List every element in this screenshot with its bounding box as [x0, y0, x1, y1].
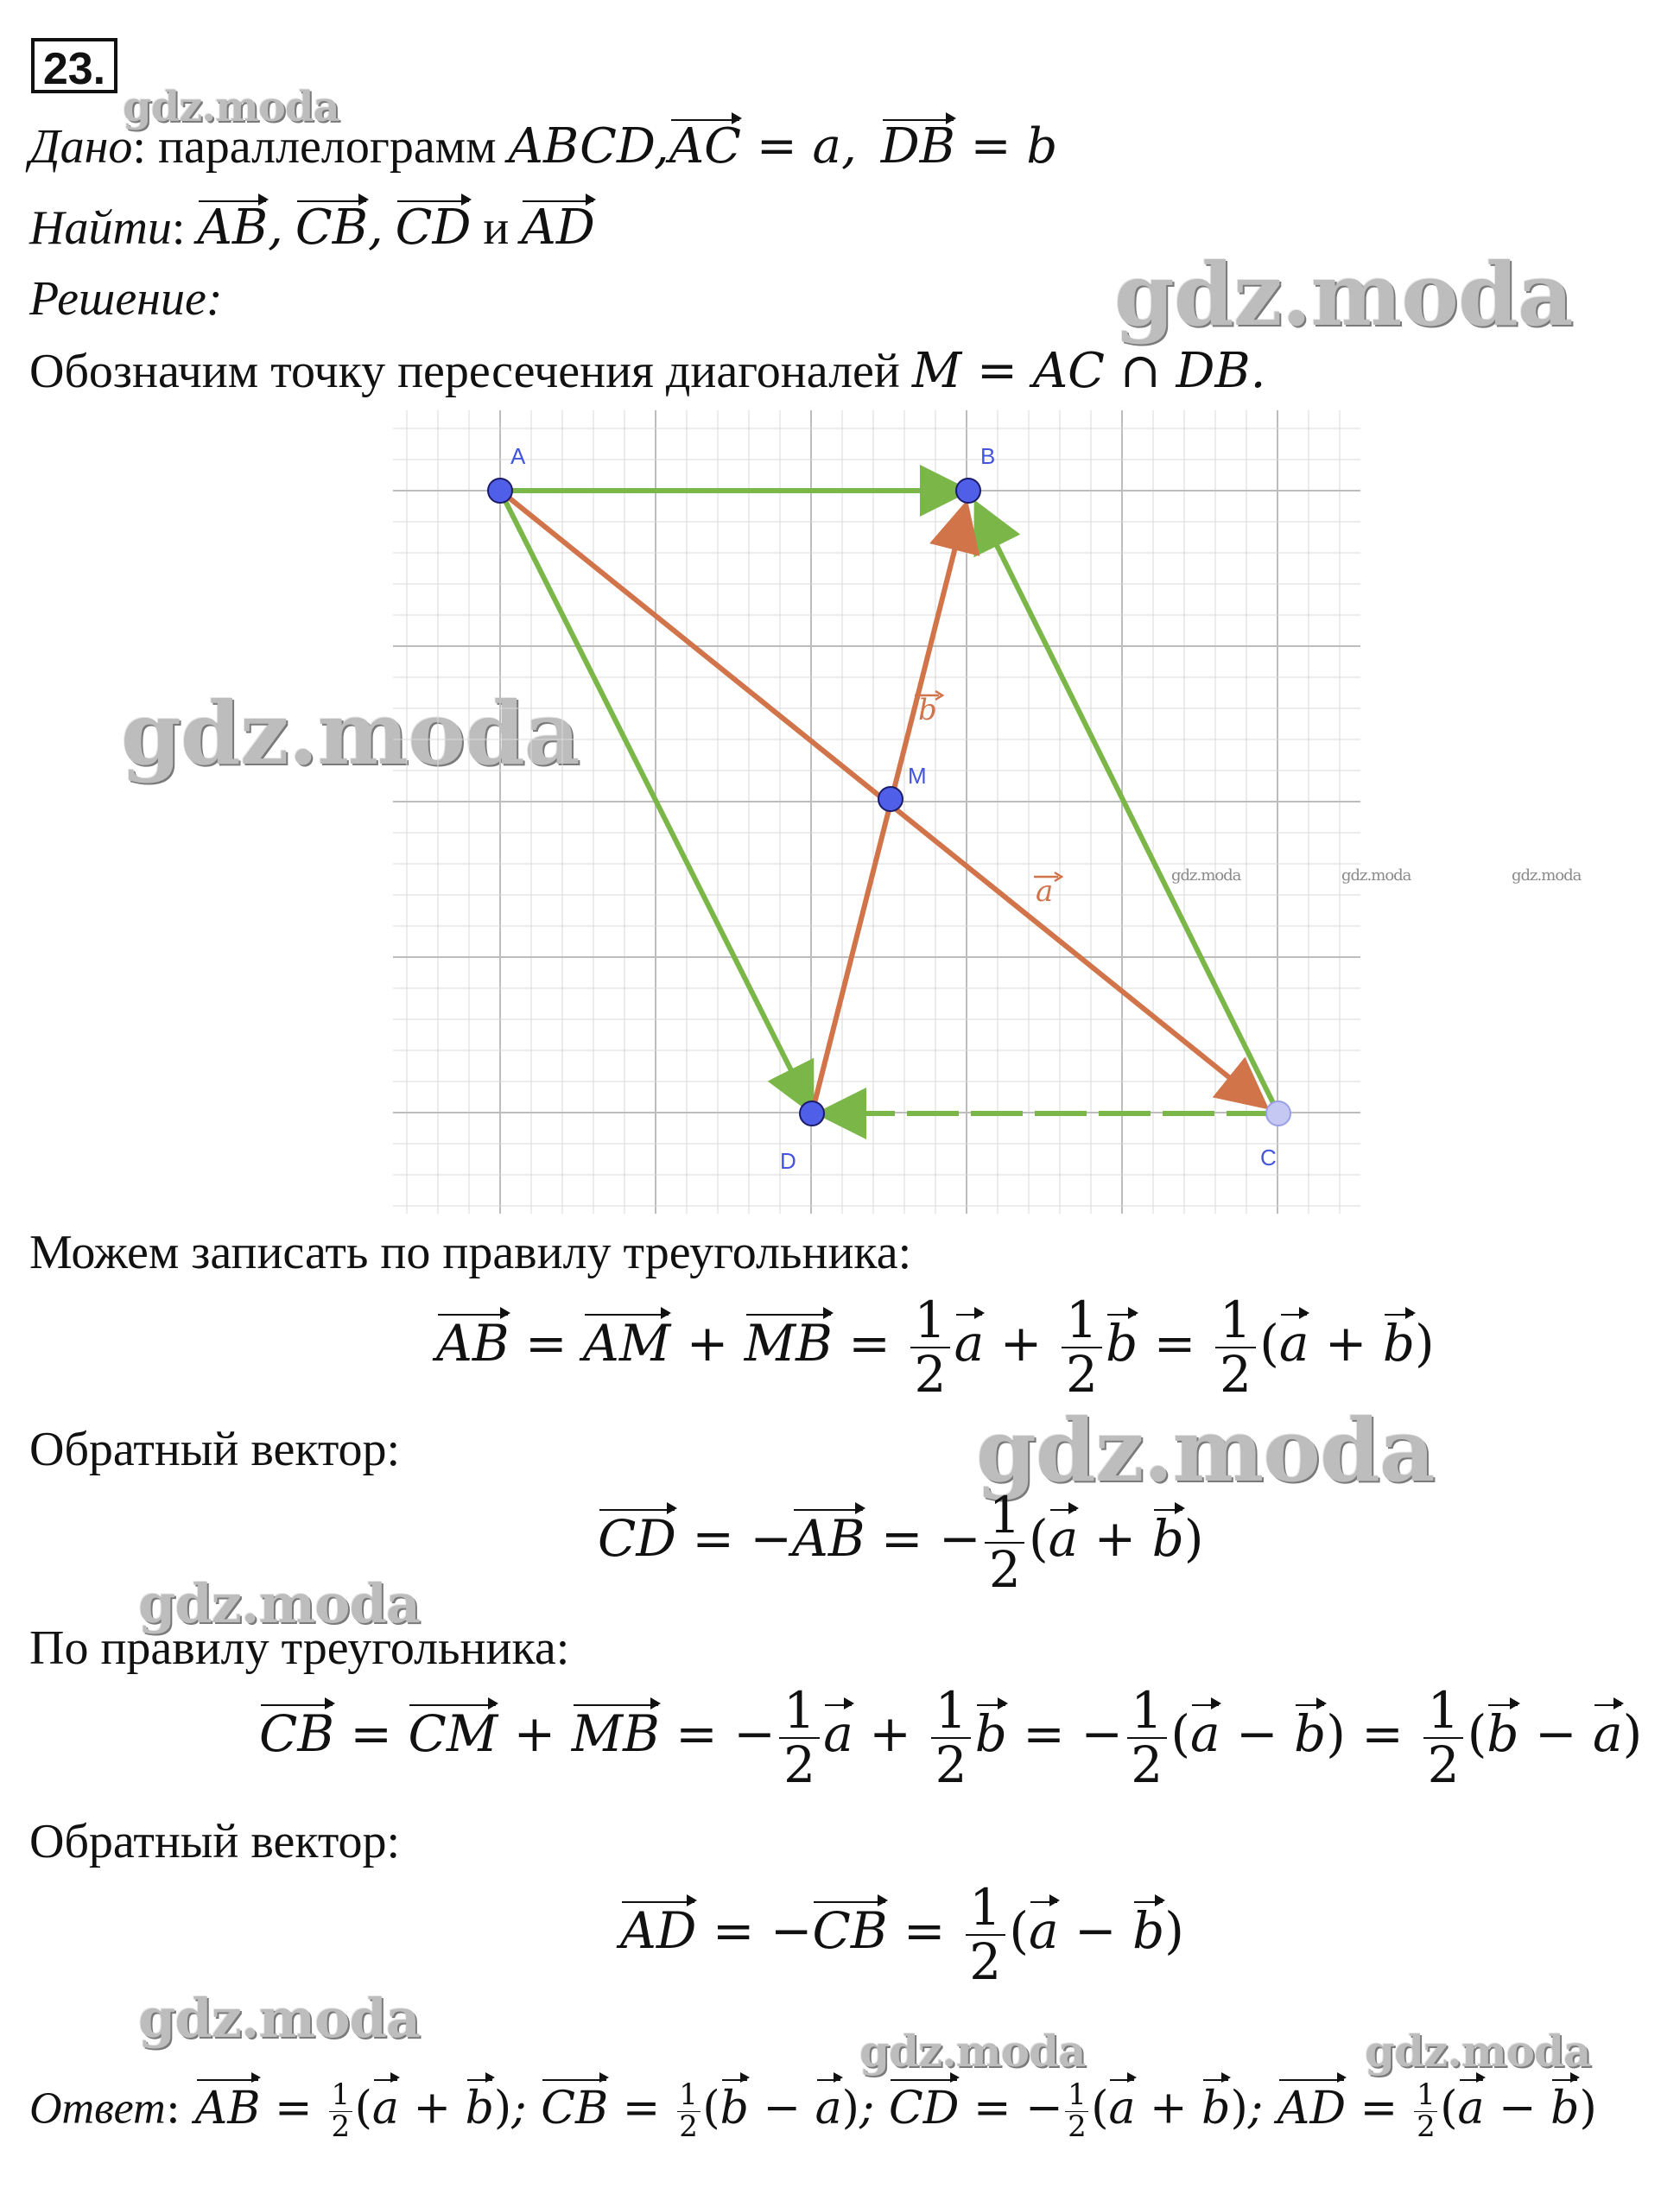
vector-db: DB — [880, 118, 955, 174]
watermark: gdz.moda — [976, 1399, 1435, 1501]
label-b: B — [980, 443, 996, 469]
find-and: и — [483, 201, 510, 255]
vector-ad: AD — [521, 200, 595, 256]
given-label: Дано — [29, 120, 133, 174]
vector-cd: CD — [395, 200, 472, 256]
given-line: Дано: параллелограмм ABCD,AC = a, DB = b — [29, 118, 1058, 174]
watermark: gdz.moda — [859, 2026, 1086, 2077]
given-abcd: ABCD, — [508, 118, 669, 174]
answer-line: Ответ: AB = $\frac{1}{2}$ (a + b); CB = $\frac{1}{2}$ (b − a); CD = − $\frac{1}{2}$ (a + b); AD = $\frac{1}{2}$ (a − b) — [29, 2077, 1597, 2144]
label-m: M — [908, 763, 927, 789]
point-d — [800, 1101, 824, 1126]
solution-label: Решение: — [29, 272, 223, 326]
watermark: gdz.moda — [1114, 244, 1573, 346]
find-label: Найти — [29, 201, 172, 255]
watermark: gdz.moda — [123, 83, 339, 131]
watermark: gdz.moda — [1365, 2026, 1591, 2077]
intersection-text: Обозначим точку пересечения диагоналей — [29, 345, 912, 398]
formula-cb: CB = CM + MB = − $\frac{1}{2}$ a + $\frac{1}{2}$ b = − $\frac{1}{2}$ (a − b) = $\frac{1}{2}$ (b − a) — [259, 1681, 1643, 1794]
parallelogram-diagram — [393, 410, 1360, 1214]
find-line: Найти: AB, CB, CD и AD — [29, 200, 595, 256]
intersection-formula: M = AC ∩ DB. — [911, 343, 1266, 399]
watermark: gdz.moda — [1512, 866, 1582, 885]
label-a: A — [510, 443, 526, 469]
watermark: gdz.moda — [138, 1572, 420, 1635]
reverse-vector-text-2: Обратный вектор: — [29, 1815, 401, 1868]
grid — [393, 410, 1360, 1214]
triangle-rule-text-1: Можем записать по правилу треугольника: — [29, 1226, 912, 1279]
point-b — [956, 479, 980, 503]
vector-label-b: b — [918, 693, 937, 727]
formula-ab: AB = AM + MB = $\frac{1}{2}$ a + $\frac{1}{2}$ b = $\frac{1}{2}$ (a + b) — [436, 1291, 1435, 1404]
reverse-vector-text-1: Обратный вектор: — [29, 1423, 401, 1476]
given-eq-a: = a, — [741, 118, 857, 174]
vector-ab: AB — [197, 200, 269, 256]
watermark: gdz.moda — [1171, 866, 1241, 885]
vector-label-a: a — [1036, 874, 1054, 909]
triangle-rule-text-2: По правилу треугольника: — [29, 1621, 570, 1675]
given-text: параллелограмм — [157, 120, 509, 174]
point-m — [878, 787, 903, 811]
formula-cd: CD = −AB = − $\frac{1}{2}$ (a + b) — [598, 1486, 1204, 1599]
problem-number: 23. — [31, 38, 117, 93]
intersection-line — [29, 343, 1266, 399]
watermark: gdz.moda — [121, 682, 580, 784]
watermark: gdz.moda — [138, 1987, 420, 2050]
vector-cb-arrow — [979, 509, 1278, 1113]
given-eq-b: = b — [954, 118, 1058, 174]
watermark: gdz.moda — [1341, 866, 1411, 885]
point-c — [1266, 1101, 1290, 1126]
vector-ac: AC — [669, 118, 742, 174]
label-c: C — [1260, 1145, 1277, 1170]
label-d: D — [780, 1148, 796, 1174]
answer-label: Ответ — [29, 2084, 166, 2134]
formula-ad: AD = −CB = $\frac{1}{2}$ (a − b) — [620, 1878, 1184, 1991]
vector-cb: CB — [295, 200, 368, 256]
point-a — [488, 479, 512, 503]
